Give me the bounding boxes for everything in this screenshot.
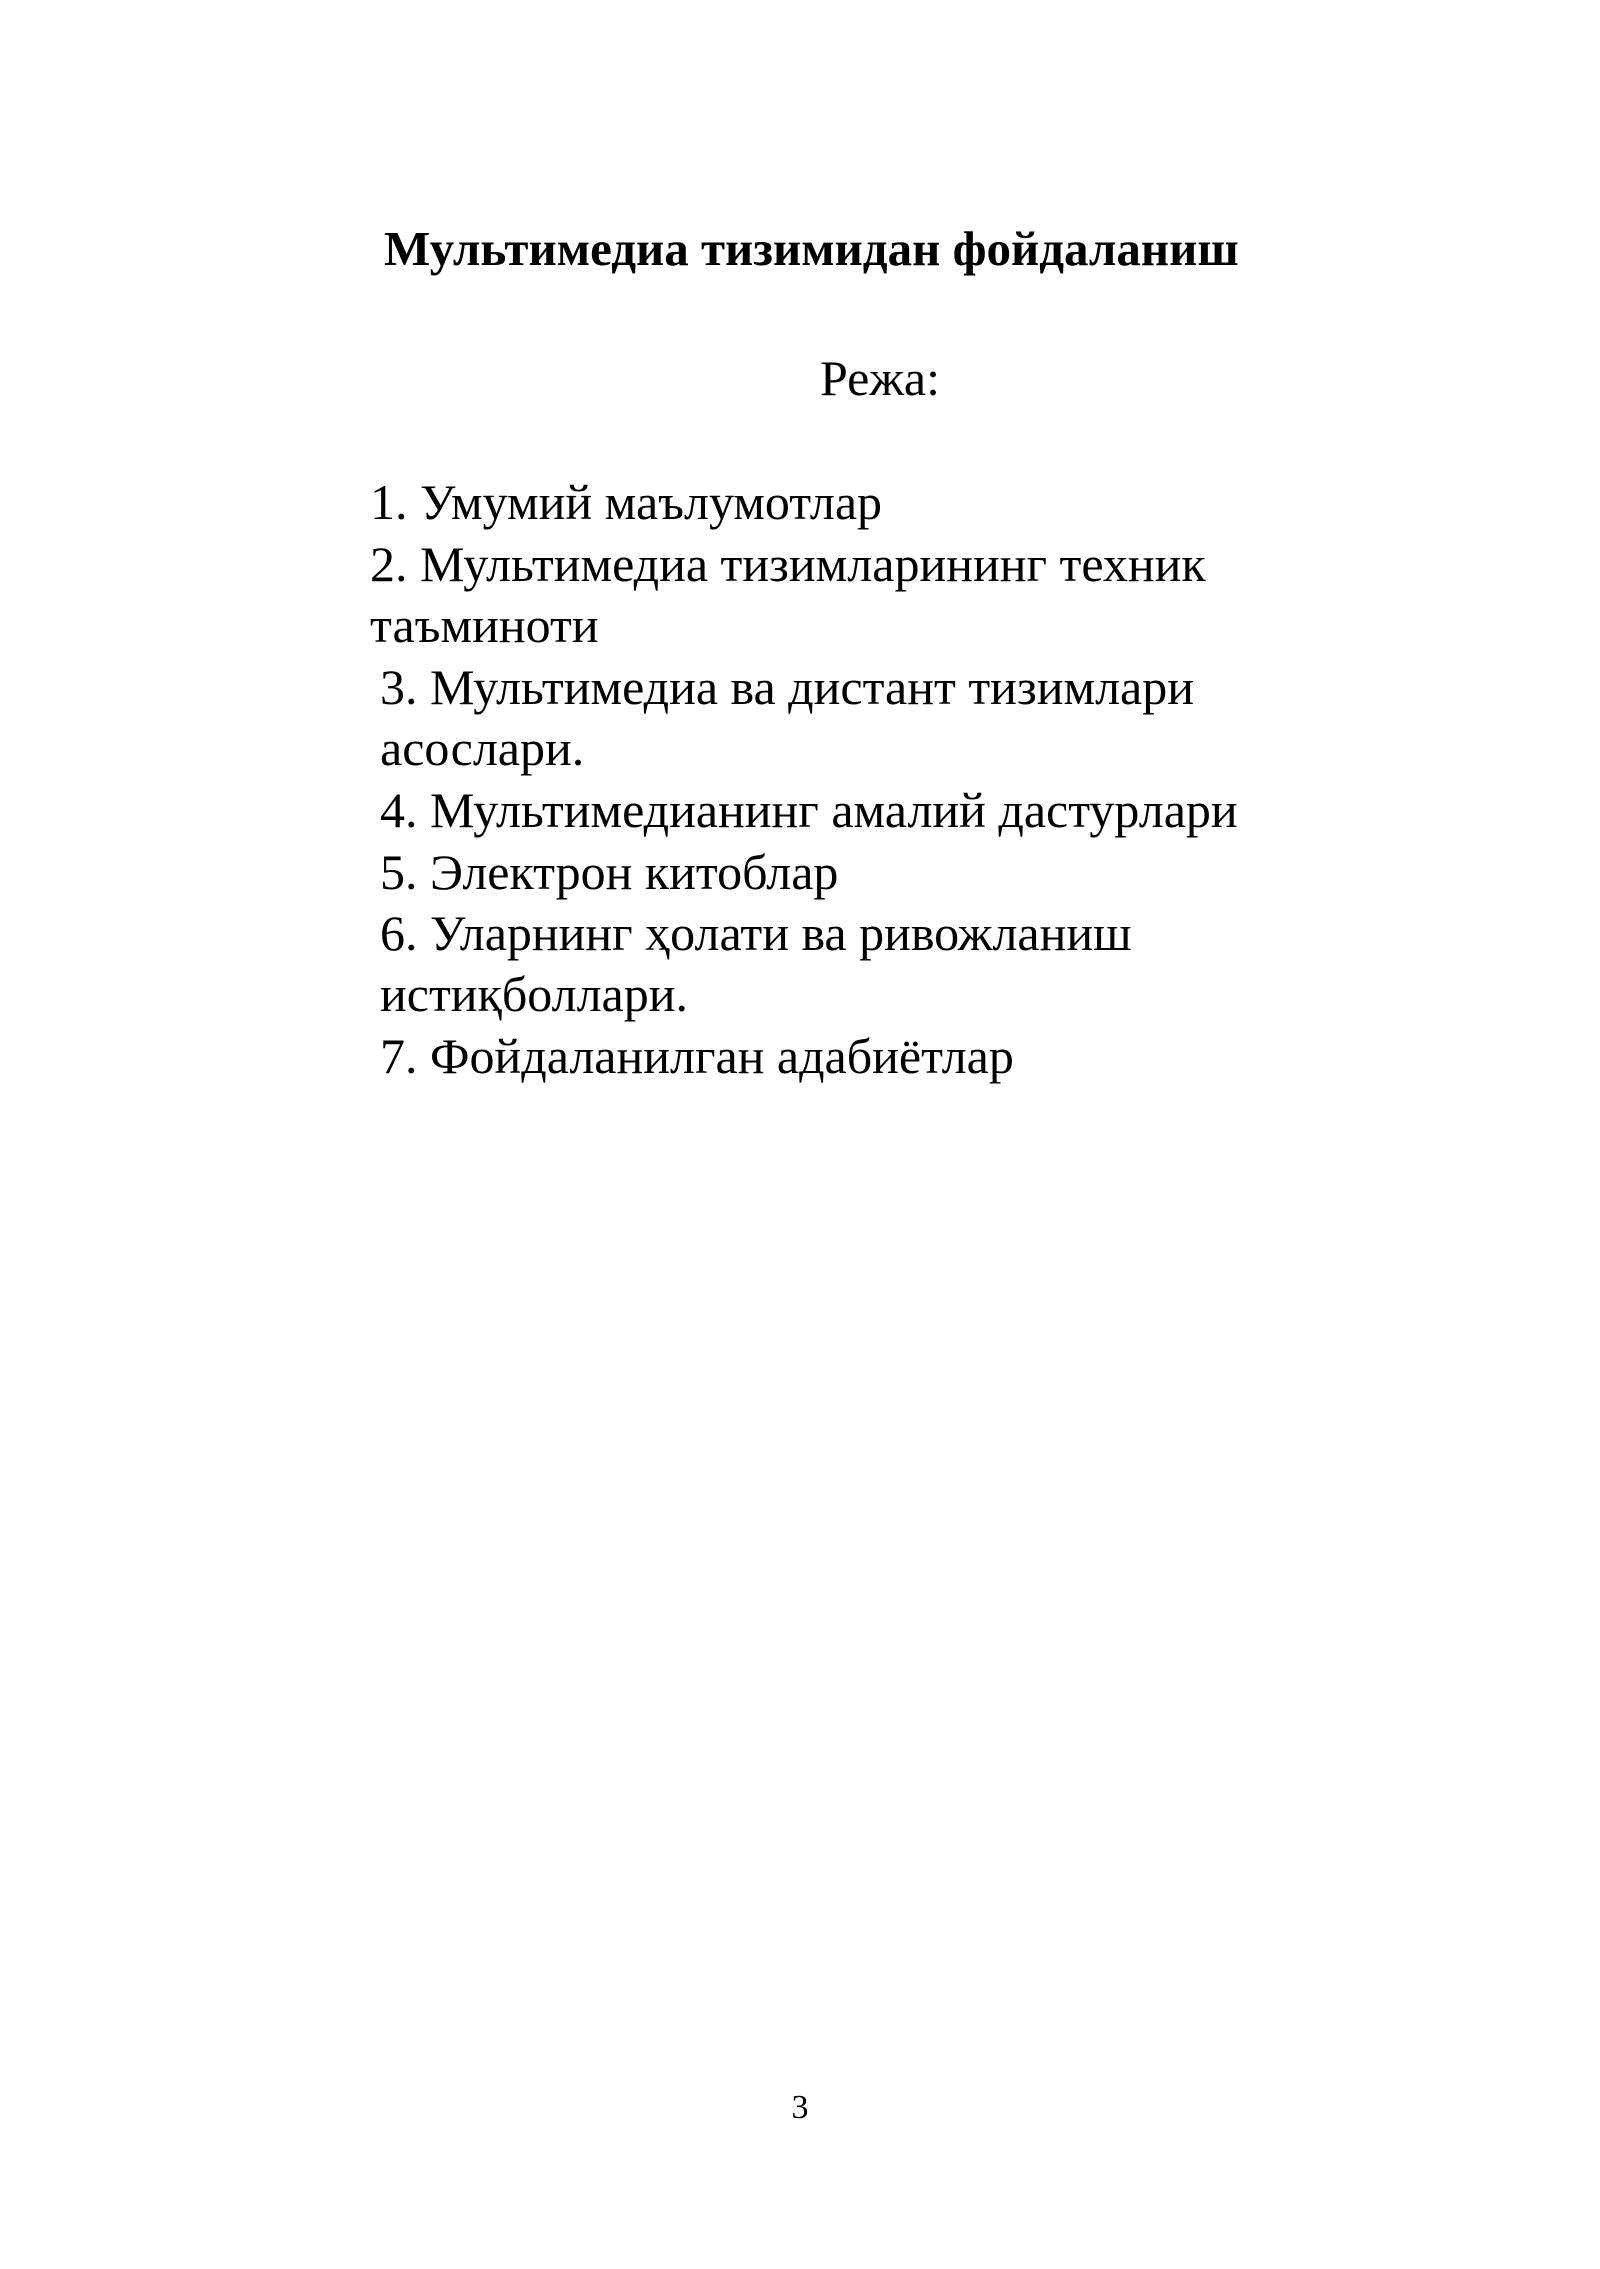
plan-item-3 bbox=[380, 657, 1194, 779]
document-title: Мультимедиа тизимидан фойдаланиш bbox=[384, 221, 1239, 276]
plan-item-line: 2. Мультимедиа тизимларининг техник bbox=[370, 536, 1206, 592]
plan-item-4 bbox=[380, 780, 1238, 841]
plan-item-1 bbox=[370, 472, 882, 533]
page-number: 3 bbox=[791, 2089, 809, 2126]
plan-item-line: 7. Фойдаланилган адабиётлар bbox=[380, 1028, 1014, 1084]
plan-item-line: 6. Уларнинг ҳолати ва ривожланиш bbox=[380, 905, 1132, 961]
plan-item-7 bbox=[380, 1026, 1014, 1087]
plan-item-6 bbox=[380, 903, 1132, 1025]
plan-item-line: 3. Мультимедиа ва дистант тизимлари bbox=[380, 659, 1194, 715]
plan-item-5 bbox=[380, 842, 838, 903]
plan-item-line: таъминоти bbox=[370, 597, 599, 653]
plan-item-line: истиқболлари. bbox=[380, 966, 688, 1022]
plan-item-line: 1. Умумий маълумотлар bbox=[370, 474, 883, 530]
plan-item-line: 5. Электрон китоблар bbox=[380, 844, 839, 900]
plan-heading: Режа: bbox=[820, 350, 940, 406]
plan-item-line: асослари. bbox=[380, 720, 585, 776]
plan-item-2 bbox=[370, 534, 1206, 656]
plan-item-line: 4. Мультимедианинг амалий дастурлари bbox=[380, 782, 1238, 838]
